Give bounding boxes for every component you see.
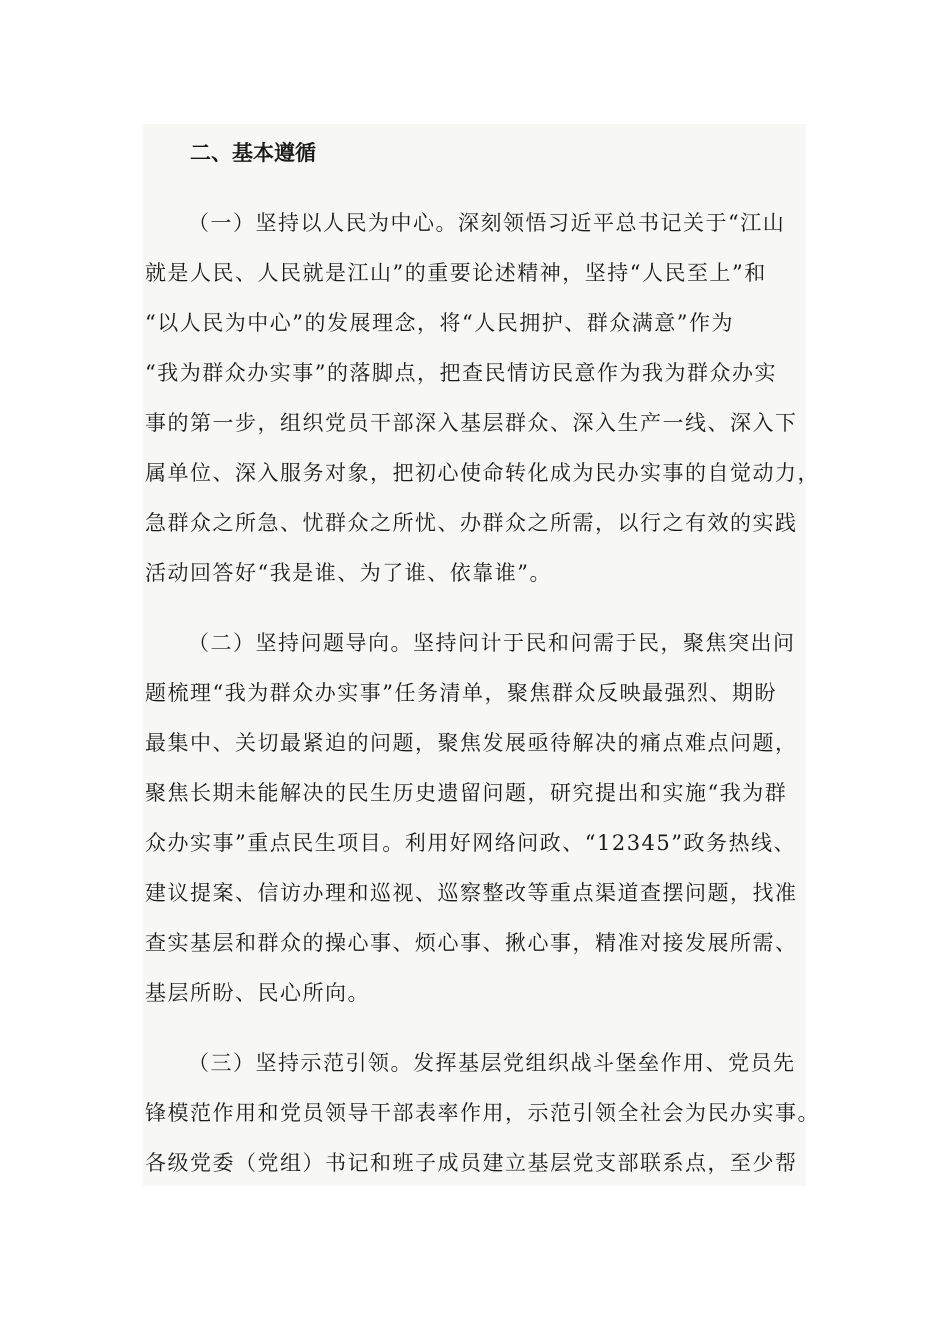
paragraph-1-line-6: 属单位、深入服务对象，把初心使命转化成为民办实事的自觉动力， xyxy=(145,461,820,485)
paragraph-1-line-3: “以人民为中心”的发展理念，将“人民拥护、群众满意”作为 xyxy=(145,311,734,335)
paragraph-3-line-3: 各级党委（党组）书记和班子成员建立基层党支部联系点，至少帮 xyxy=(145,1151,798,1175)
paragraph-2-line-6: 建议提案、信访办理和巡视、巡察整改等重点渠道查摆问题，找准 xyxy=(145,881,798,905)
paragraph-2-line-5: 众办实事”重点民生项目。利用好网络问政、“12345”政务热线、 xyxy=(145,831,797,855)
paragraph-2-line-8: 基层所盼、民心所向。 xyxy=(145,981,370,1005)
paragraph-3-line-1: （三）坚持示范引领。发挥基层党组织战斗堡垒作用、党员先 xyxy=(188,1051,796,1075)
paragraph-1-line-2: 就是人民、人民就是江山”的重要论述精神，坚持“人民至上”和 xyxy=(145,261,767,285)
paragraph-1-line-4: “我为群众办实事”的落脚点，把查民情访民意作为我为群众办实 xyxy=(145,361,777,385)
paragraph-1-line-8: 活动回答好“我是谁、为了谁、依靠谁”。 xyxy=(145,561,552,585)
paragraph-3-line-2: 锋模范作用和党员领导干部表率作用，示范引领全社会为民办实事。 xyxy=(145,1101,820,1125)
paragraph-2-line-3: 最集中、关切最紧迫的问题，聚焦发展亟待解决的痛点难点问题， xyxy=(145,731,798,755)
section-heading: 二、基本遵循 xyxy=(190,141,316,165)
paragraph-1-line-5: 事的第一步，组织党员干部深入基层群众、深入生产一线、深入下 xyxy=(145,411,798,435)
paragraph-2-line-7: 查实基层和群众的操心事、烦心事、揪心事，精准对接发展所需、 xyxy=(145,931,798,955)
paragraph-2-line-4: 聚焦长期未能解决的民生历史遗留问题，研究提出和实施“我为群 xyxy=(145,781,788,805)
paragraph-2-line-1: （二）坚持问题导向。坚持问计于民和问需于民，聚焦突出问 xyxy=(188,631,796,655)
paragraph-2-line-2: 题梳理“我为群众办实事”任务清单，聚焦群众反映最强烈、期盼 xyxy=(145,681,777,705)
paragraph-1-line-7: 急群众之所急、忧群众之所忧、办群众之所需，以行之有效的实践 xyxy=(145,511,798,535)
paragraph-1-line-1: （一）坚持以人民为中心。深刻领悟习近平总书记关于“江山 xyxy=(188,211,786,235)
